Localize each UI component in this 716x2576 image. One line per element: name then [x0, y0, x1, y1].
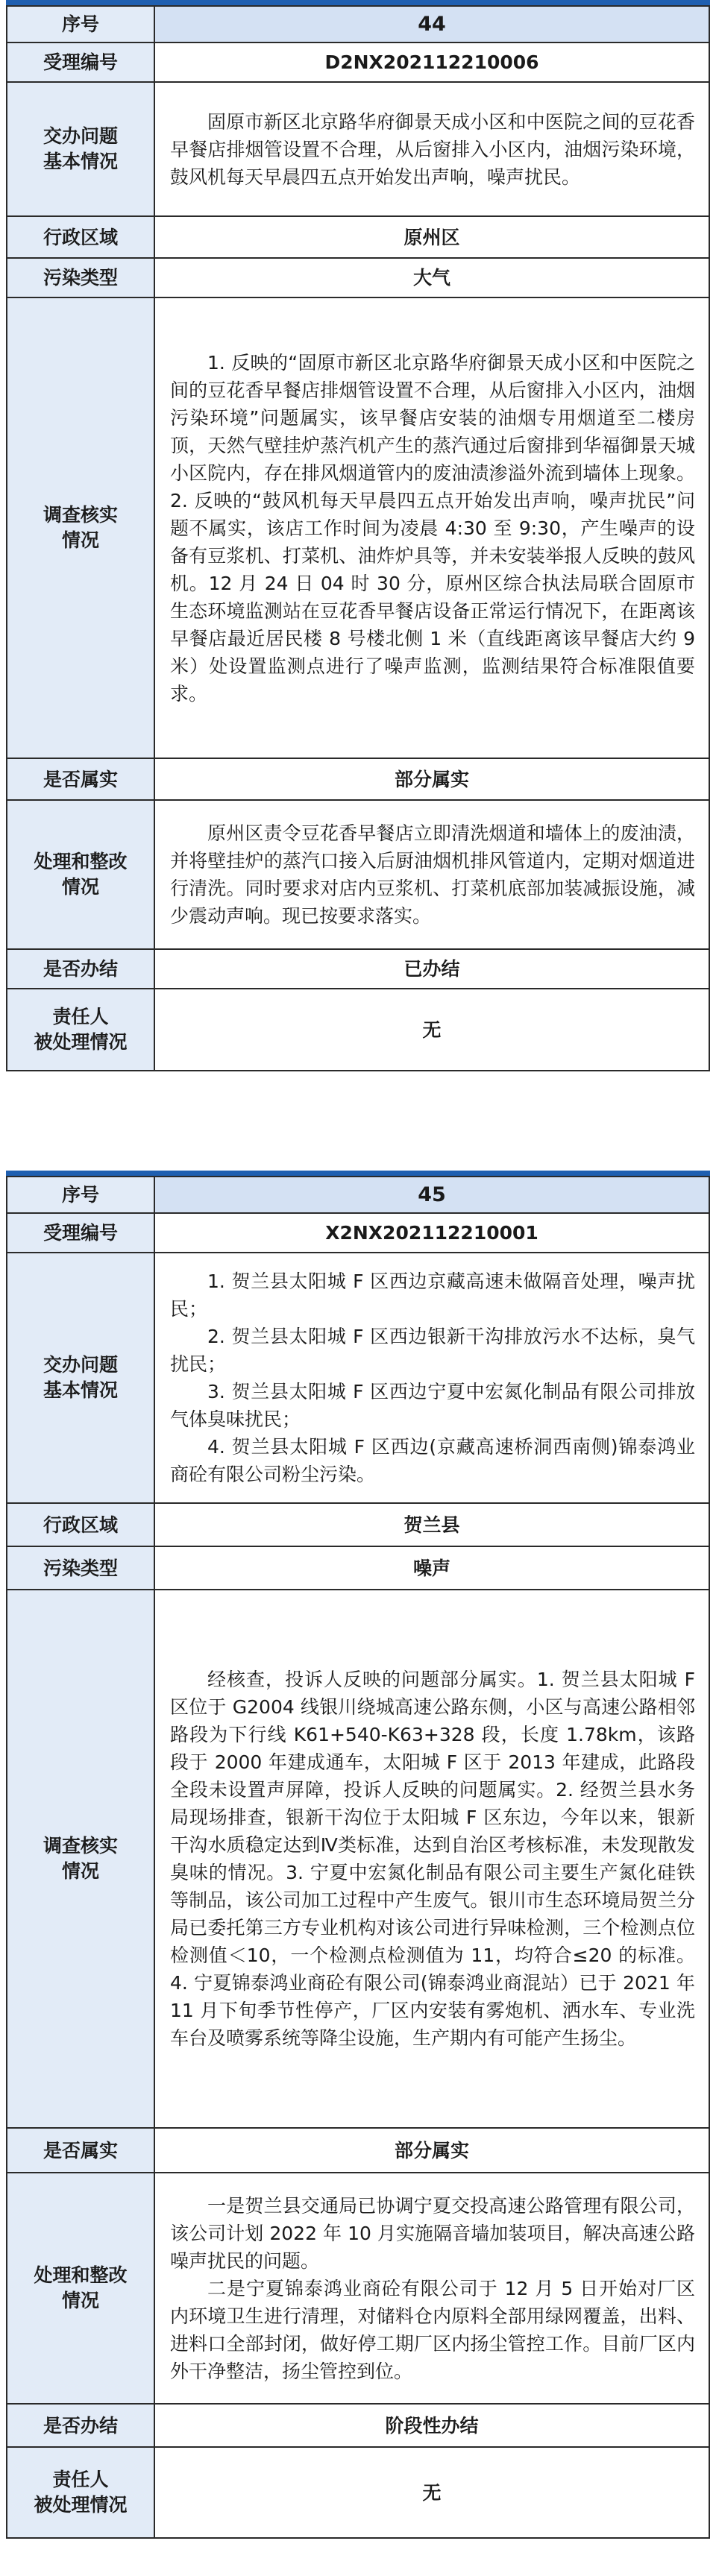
row-is-true — [7, 758, 709, 800]
label-district: 行政区域 — [7, 216, 154, 258]
value-district: 原州区 — [154, 216, 709, 258]
label-responsible-text: 责任人 被处理情况 — [34, 2469, 128, 2516]
value-district: 贺兰县 — [154, 1503, 709, 1546]
value-responsible: 无 — [154, 2447, 709, 2538]
row-district — [7, 216, 709, 258]
value-is-true: 部分属实 — [154, 2128, 709, 2173]
issue-item: 3. 贺兰县太阳城 F 区西边宁夏中宏氮化制品有限公司排放气体臭味扰民； — [170, 1381, 695, 1430]
label-responsible-text: 责任人 被处理情况 — [34, 1006, 128, 1053]
value-issue: 固原市新区北京路华府御景天成小区和中医院之间的豆花香早餐店排烟管设置不合理，从后窗排入小区内，油烟污染环境，鼓风机每天早晨四五点开始发出声响，噪声扰民。 — [154, 82, 709, 216]
value-pollution: 噪声 — [154, 1546, 709, 1590]
value-handling: 原州区责令豆花香早餐店立即清洗烟道和墙体上的废油渍，并将壁挂炉的蒸汽口接入后厨油烟机排风管道内，定期对烟道进行清洗。同时要求对店内豆浆机、打菜机底部加装减振设施，减少震动声响。现已按要求落实。 — [154, 800, 709, 949]
label-is-true: 是否属实 — [7, 2128, 154, 2173]
row-investigation — [7, 1590, 709, 2128]
label-district: 行政区域 — [7, 1503, 154, 1546]
value-is-done: 阶段性办结 — [154, 2404, 709, 2447]
value-pollution: 大气 — [154, 258, 709, 297]
label-is-done: 是否办结 — [7, 949, 154, 989]
row-responsible — [7, 989, 709, 1071]
label-responsible — [7, 2447, 154, 2538]
row-seq — [7, 1177, 709, 1213]
row-accept-no — [7, 42, 709, 82]
label-accept-no: 受理编号 — [7, 42, 154, 82]
label-seq: 序号 — [7, 1177, 154, 1213]
label-handling — [7, 2173, 154, 2404]
label-issue — [7, 1253, 154, 1503]
row-issue — [7, 82, 709, 216]
label-pollution: 污染类型 — [7, 1546, 154, 1590]
record-45 — [6, 1171, 710, 2539]
label-is-done: 是否办结 — [7, 2404, 154, 2447]
row-seq — [7, 6, 709, 42]
row-handling — [7, 800, 709, 949]
value-seq: 44 — [154, 6, 709, 42]
value-is-true: 部分属实 — [154, 758, 709, 800]
label-seq: 序号 — [7, 6, 154, 42]
label-issue — [7, 82, 154, 216]
label-responsible — [7, 989, 154, 1071]
label-is-true: 是否属实 — [7, 758, 154, 800]
label-handling-text: 处理和整改 情况 — [34, 851, 128, 898]
value-accept-no: D2NX202112210006 — [154, 42, 709, 82]
label-investigation — [7, 297, 154, 758]
record-table — [6, 5, 710, 1071]
row-responsible — [7, 2447, 709, 2538]
label-accept-no: 受理编号 — [7, 1213, 154, 1253]
label-issue-text: 交办问题 基本情况 — [43, 1354, 118, 1401]
label-handling-text: 处理和整改 情况 — [34, 2264, 128, 2311]
issue-item: 1. 贺兰县太阳城 F 区西边京藏高速未做隔音处理，噪声扰民； — [170, 1270, 695, 1320]
label-handling — [7, 800, 154, 949]
label-investigation — [7, 1590, 154, 2128]
row-investigation — [7, 297, 709, 758]
value-investigation: 1. 反映的“固原市新区北京路华府御景天成小区和中医院之间的豆花香早餐店排烟管设置不合理，从后窗排入小区内，油烟污染环境”问题属实，该早餐店安装的油烟专用烟道至二楼房顶，天然气壁挂炉蒸汽机产生的蒸汽通过后窗排到华福御景天城小区院内，存在排风烟道管内的废油渍渗溢外流到墙体上现象。2. 反映的“鼓风机每天早晨四五点开始发出声响，噪声扰民”问题不属实，该店工作时间为凌晨 4:30 至 9:30，产生噪声的设备有豆浆机、打菜机、油炸炉具等，并未安装举报人反映的鼓风机。12 月 24 日 04 时 30 分，原州区综合执法局联合固原市生态环境监测站在豆花香早餐店设备正常运行情况下，在距离该早餐店最近居民楼 8 号楼北侧 1 米（直线距离该早餐店大约 9 米）处设置监测点进行了噪声监测，监测结果符合标准限值要求。 — [154, 297, 709, 758]
label-investigation-text: 调查核实 情况 — [43, 504, 118, 551]
handling-item: 二是宁夏锦泰鸿业商砼有限公司于 12 月 5 日开始对厂区内环境卫生进行清理，对储料仓内原料全部用绿网覆盖，出料、进料口全部封闭，做好停工期厂区内扬尘管控工作。目前厂区内外干净整洁，扬尘管控到位。 — [170, 2277, 695, 2382]
label-investigation-text: 调查核实 情况 — [43, 1835, 118, 1882]
value-is-done: 已办结 — [154, 949, 709, 989]
value-handling — [154, 2173, 709, 2404]
record-44 — [6, 0, 710, 1071]
row-pollution — [7, 1546, 709, 1590]
value-responsible: 无 — [154, 989, 709, 1071]
row-accept-no — [7, 1213, 709, 1253]
label-issue-text: 交办问题 基本情况 — [43, 125, 118, 172]
row-is-done — [7, 2404, 709, 2447]
record-table — [6, 1176, 710, 2539]
issue-item: 2. 贺兰县太阳城 F 区西边银新干沟排放污水不达标，臭气扰民； — [170, 1326, 695, 1375]
row-issue — [7, 1253, 709, 1503]
value-issue — [154, 1253, 709, 1503]
label-pollution: 污染类型 — [7, 258, 154, 297]
row-is-true — [7, 2128, 709, 2173]
row-is-done — [7, 949, 709, 989]
row-pollution — [7, 258, 709, 297]
value-investigation: 经核查，投诉人反映的问题部分属实。1. 贺兰县太阳城 F 区位于 G2004 线银川绕城高速公路东侧，小区与高速公路相邻路段为下行线 K61+540-K63+328 段，长度 1.78km，该路段于 2000 年建成通车，太阳城 F 区于 2013 年建成，此路段全段未设置声屏障，投诉人反映的问题属实。2. 经贺兰县水务局现场排查，银新干沟位于太阳城 F 区东边，今年以来，银新干沟水质稳定达到Ⅳ类标准，达到自治区考核标准，未发现散发臭味的情况。3. 宁夏中宏氮化制品有限公司主要生产氮化硅铁等制品，该公司加工过程中产生废气。银川市生态环境局贺兰分局已委托第三方专业机构对该公司进行异味检测，三个检测点位检测值＜10，一个检测点检测值为 11，均符合≤20 的标准。4. 宁夏锦泰鸿业商砼有限公司(锦泰鸿业商混站）已于 2021 年 11 月下旬季节性停产，厂区内安装有雾炮机、洒水车、专业洗车台及喷雾系统等降尘设施，生产期内有可能产生扬尘。 — [154, 1590, 709, 2128]
row-district — [7, 1503, 709, 1546]
row-handling — [7, 2173, 709, 2404]
handling-item: 一是贺兰县交通局已协调宁夏交投高速公路管理有限公司，该公司计划 2022 年 10 月实施隔音墙加装项目，解决高速公路噪声扰民的问题。 — [170, 2194, 695, 2272]
issue-item: 4. 贺兰县太阳城 F 区西边(京藏高速桥洞西南侧)锦泰鸿业商砼有限公司粉尘污染。 — [170, 1436, 695, 1485]
value-seq: 45 — [154, 1177, 709, 1213]
value-accept-no: X2NX202112210001 — [154, 1213, 709, 1253]
